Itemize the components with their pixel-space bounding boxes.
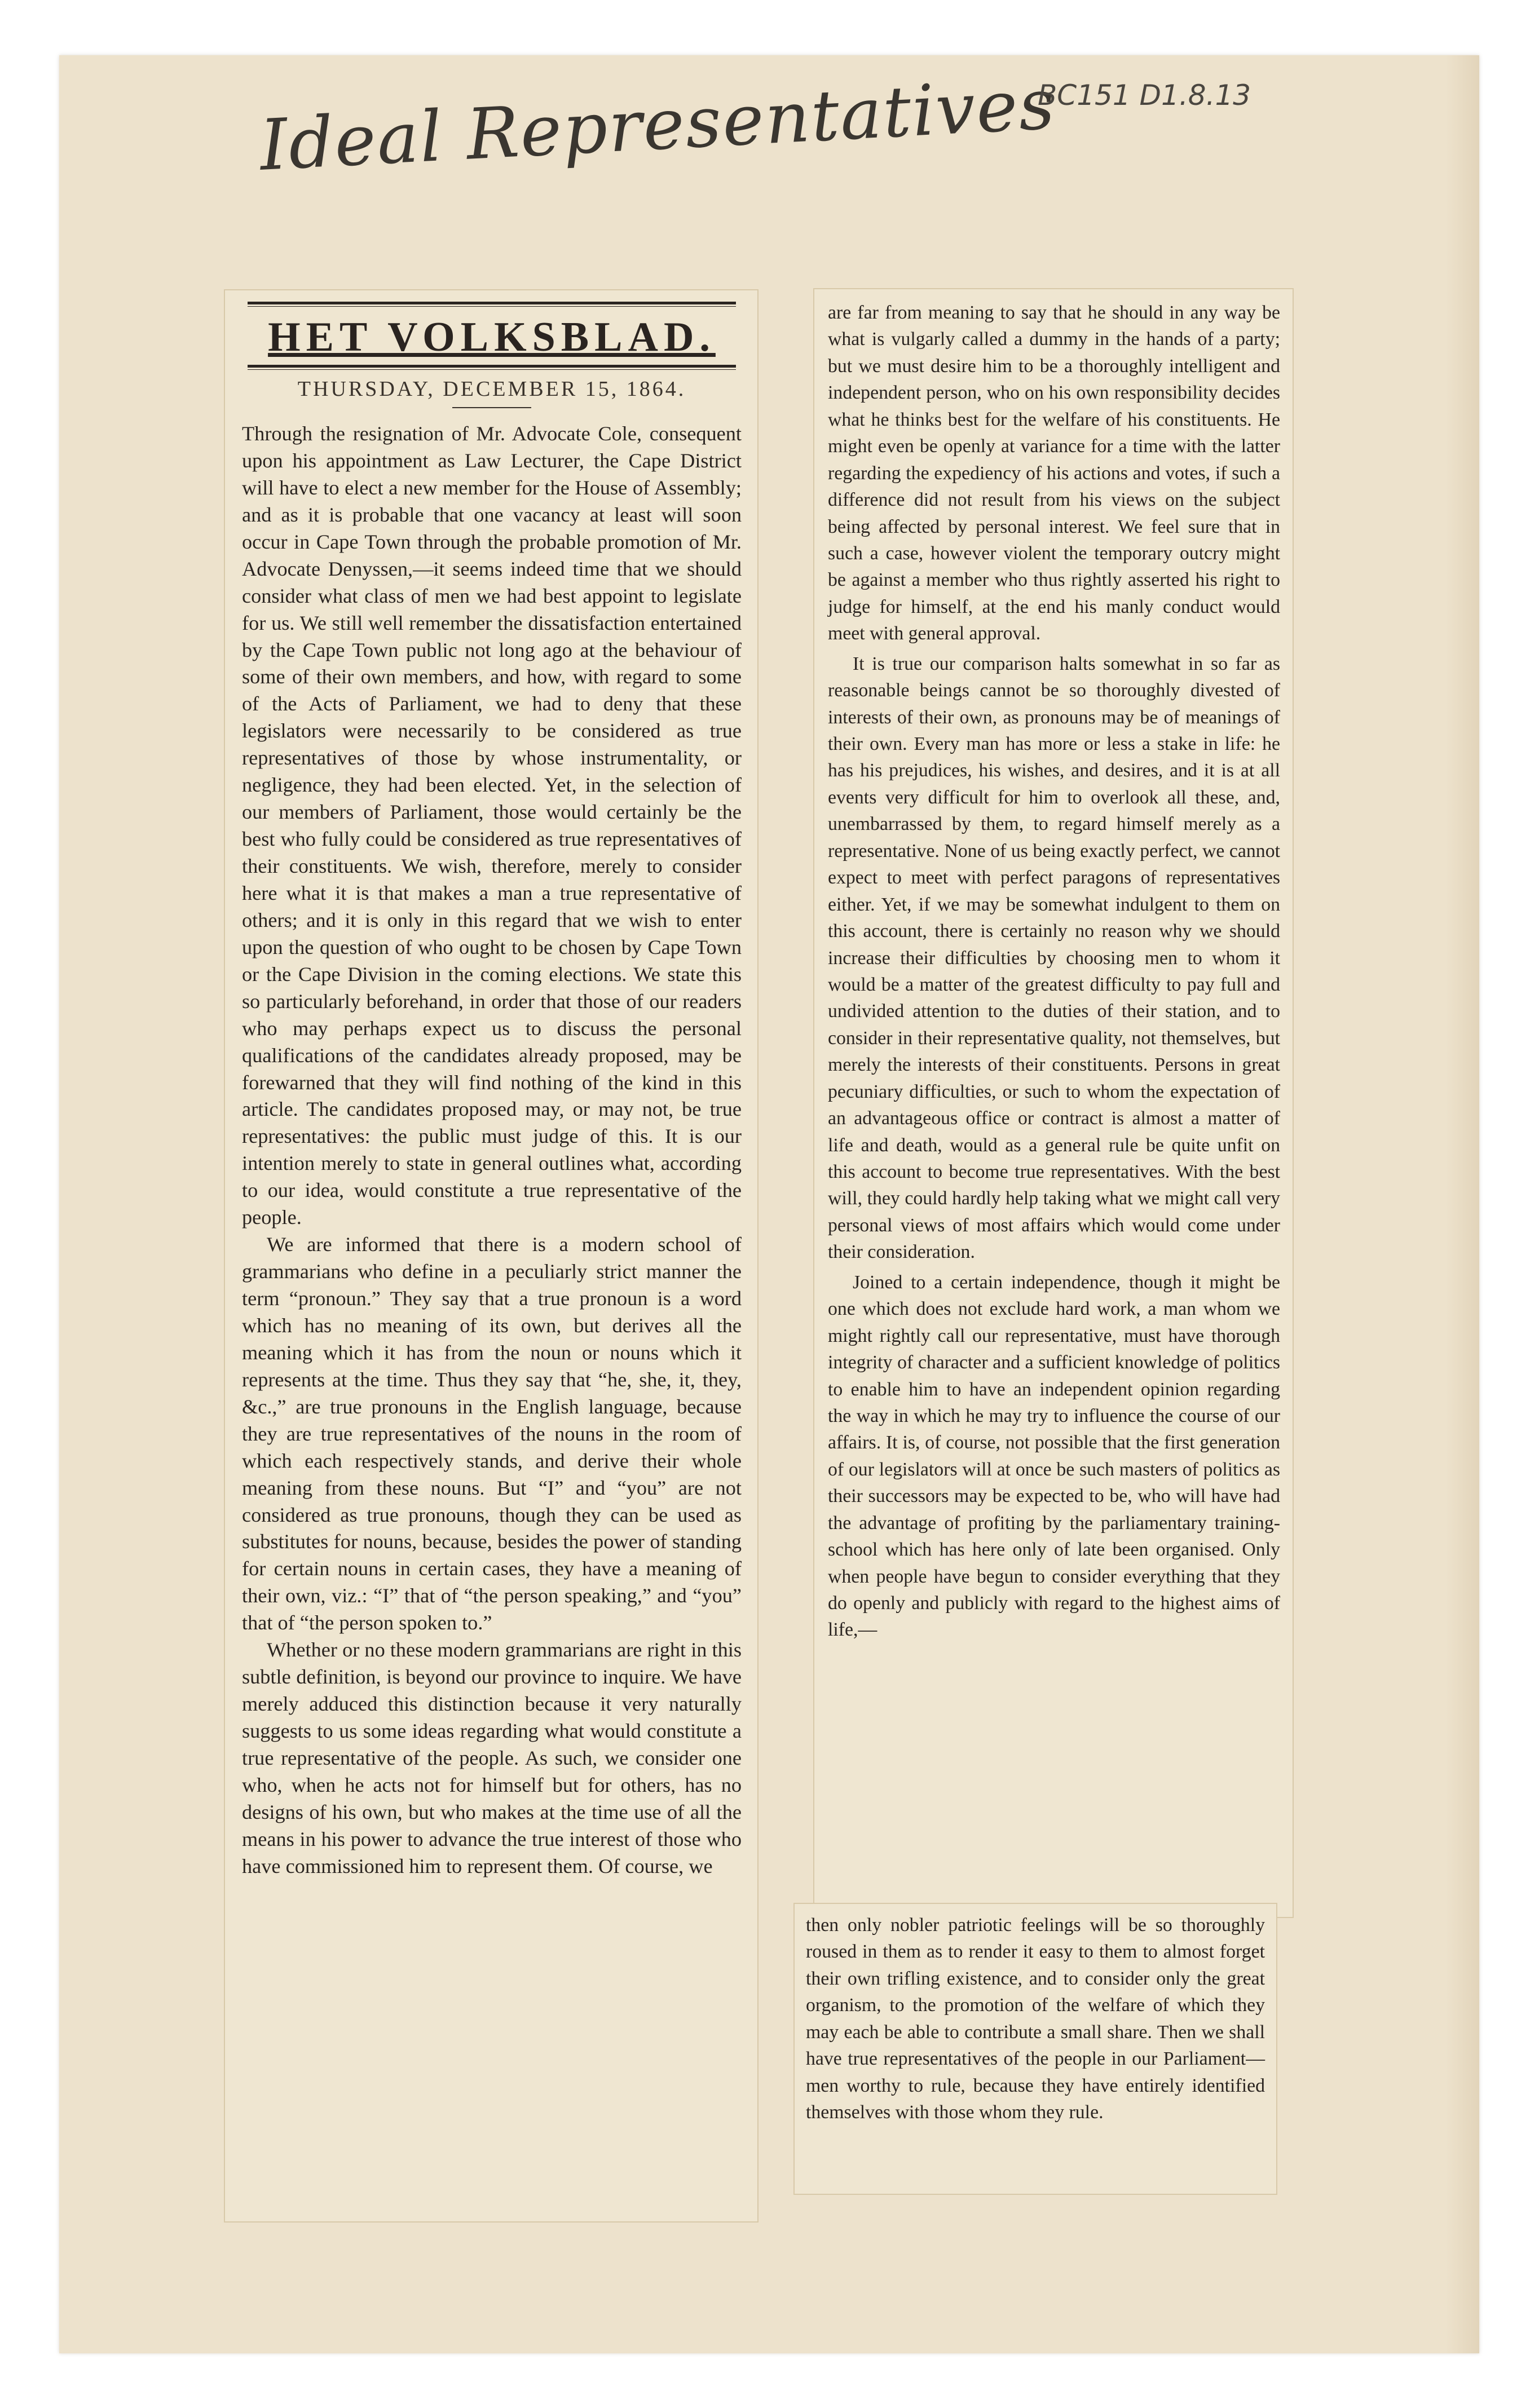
newspaper-clipping-right-bottom bbox=[793, 1903, 1277, 2195]
article-paragraph: It is true our comparison halts somewhat in so far as reasonable beings cannot be so thoroughly divested of interests of their own, as pronouns may be of meanings of their own. Every man has more or less a stake in life: he has his prejudices, his wishes, and desires, and it is at all events very difficult for him to overlook all these, and, unembarrassed by them, to regard himself merely as a representative. None of us being exactly perfect, we cannot expect to meet with perfect paragons of representatives either. Yet, if we may be somewhat indulgent to them on this account, there is certainly no reason why we should increase their difficulties by choosing men to whom it would be a matter of the greatest difficulty to pay full and undivided attention to the duties of their station, and to consider in their representative quality, not themselves, but merely the interests of their constituents. Persons in great pecuniary difficulties, or such to whom the expectation of an advantageous office or contract is almost a matter of life and death, would as a general rule be quite unfit on this account to become true representatives. With the best will, they could hardly help taking what we might call very personal views of most affairs which would come under their consideration. bbox=[828, 653, 1280, 1263]
article-paragraph: are far from meaning to say that he should in any way be what is vulgarly called a dummy in the hands of a party; but we must desire him to be a thoroughly intelligent and independent person, who on his own responsibility decides what he thinks best for the welfare of his constituents. He might even be openly at variance for a time with the latter regarding the expediency of his actions and votes, if such a difference did not result from his views on the subject being affected by personal interest. We feel sure that in such a case, however violent the temporary outcry might be against a member who thus rightly asserted his right to judge for himself, at the end his manly conduct would meet with general approval. bbox=[828, 302, 1280, 644]
dateline-divider bbox=[452, 407, 531, 408]
catalog-number: BC151 D1.8.13 bbox=[1038, 79, 1251, 112]
masthead-rule bbox=[248, 365, 736, 370]
article-paragraph: Whether or no these modern grammarians are right in this subtle definition, is beyond our province to inquire. We have merely adduced this distinction because it very naturally suggests to us some ideas regarding what would constitute a true representative of the people. As such, we consider one who, when he acts not for himself but for others, has no designs of his own, but who makes at the time use of all the means in his power to advance the true interest of those who have commissioned him to represent them. Of course, we bbox=[242, 1638, 742, 1877]
article-paragraph: We are informed that there is a modern school of grammarians who define in a peculiarly strict manner the term “pronoun.” They say that a true pronoun is a word which has no meaning of its own, but derives all the meaning which it has from the noun or nouns which it represents at the time. Thus they say that “he, she, it, they, &c.,” are true pronouns in the English language, because they are true representatives of the nouns in the room of which each respectively stands, and derive their whole meaning from these nouns. But “I” and “you” are not considered as true pronouns, though they can be used as substitutes for nouns, because, besides the power of standing for certain nouns in certain cases, they have a meaning of their own, viz.: “I” that of “the person speaking,” and “you” that of “the person spoken to.” bbox=[242, 1233, 742, 1634]
newspaper-masthead: HET VOLKSBLAD. bbox=[268, 314, 716, 360]
article-paragraph: Through the resignation of Mr. Advocate Cole, consequent upon his appointment as Law Lecturer, the Cape District will have to elect a new member for the House of Assembly; and as it is probable that one vacancy at least will soon occur in Cape Town through the probable promotion of Mr. Advocate Denyssen,—it seems indeed time that we should consider what class of men we had best appoint to legislate for us. We still well remember the dissatisfaction entertained by the Cape Town public not long ago at the behaviour of some of their own members, and how, with regard to some of the Acts of Parliament, we had to deny that these legislators were necessarily to be considered as true representatives of those by whose instrumentality, or negligence, they had been elected. Yet, in the selection of our members of Parliament, those would certainly be the best who fully could be considered as true representatives of their constituents. We wish, therefore, merely to consider here what it is that makes a man a true representative of others; and it is only in this regard that we wish to enter upon the question of who ought to be chosen by Cape Town or the Cape Division in the coming elections. We state this so particularly beforehand, in order that those of our readers who may perhaps expect us to discuss the personal qualifications of the candidates already proposed, may be forewarned that they will find nothing of the kind in this article. The candidates proposed may, or may not, be true representatives: the public must judge of this. It is our intention merely to state in general outlines what, according to our idea, would constitute a true representative of the people. bbox=[242, 422, 742, 1229]
sheet-edge-shadow bbox=[1445, 55, 1479, 2353]
masthead-rule bbox=[248, 302, 736, 307]
newspaper-dateline: THURSDAY, DECEMBER 15, 1864. bbox=[297, 377, 686, 401]
article-paragraph: Joined to a certain independence, though it might be one which does not exclude hard work, a man whom we might rightly call our representative, must have thorough integrity of character and a sufficient knowledge of politics to enable him to have an independent opinion regarding the way in which he may try to influence the course of our affairs. It is, of course, not possible that the first generation of our legislators will at once be such masters of politics as their successors may be expected to be, who will have had the advantage of profiting by the parliamentary training-school which has here only of late been organised. Only when people have begun to consider everything that they do openly and publicly with regard to the highest aims of life,— bbox=[828, 1271, 1280, 1641]
newspaper-clipping-left bbox=[224, 289, 759, 2223]
article-paragraph: then only nobler patriotic feelings will be so thoroughly roused in them as to render it easy to them to almost forget their own trifling existence, and to consider only the great organism, to the promotion of the welfare of which they may each be able to contribute a small share. Then we shall have true representatives of the people in our Parliament—men worthy to rule, because they have entirely identified themselves with those whom they rule. bbox=[806, 1915, 1265, 2123]
handwritten-title: Ideal Representatives bbox=[258, 64, 1058, 187]
newspaper-clipping-right-top bbox=[813, 288, 1294, 1918]
